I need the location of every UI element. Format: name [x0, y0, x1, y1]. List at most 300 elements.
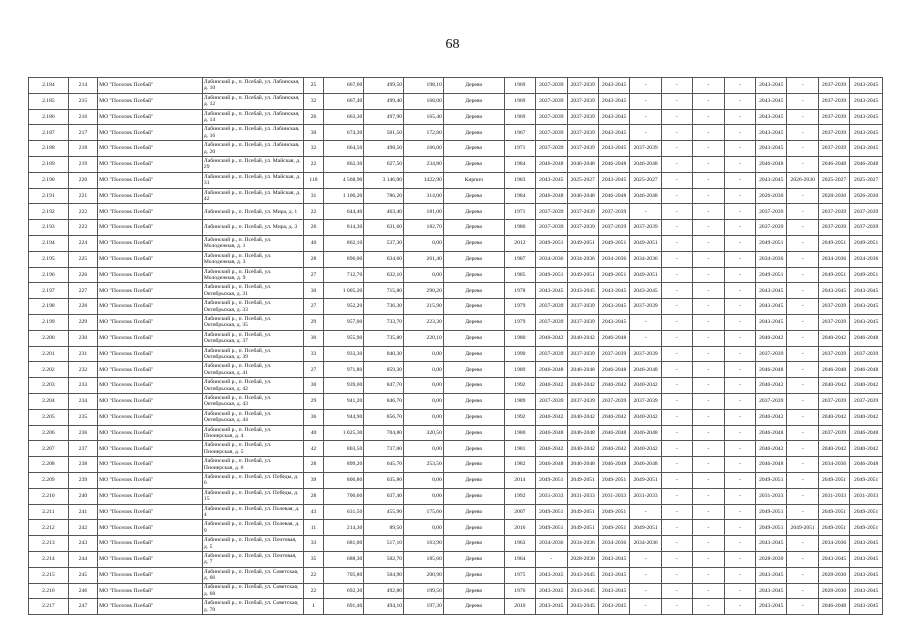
row-number-cell: 2.188 [29, 141, 69, 157]
repair-period-cell: - [693, 536, 724, 552]
living-area-cell: 463,40 [364, 204, 404, 220]
repair-period-cell: - [661, 520, 692, 536]
repair-period-cell: 2037-2039 [818, 93, 849, 109]
repair-period-cell: - [724, 536, 755, 552]
repair-period-cell: 2037-2039 [756, 393, 787, 409]
repair-period-cell: 2037-2039 [818, 204, 849, 220]
address-cell: Лабинский р., п. Псебай, ул. Лабинская, д. 14 [202, 109, 303, 125]
repair-period-cell: 2043-2045 [850, 109, 883, 125]
house-id-cell: 227 [68, 283, 97, 299]
repair-period-cell: 2046-2048 [598, 362, 629, 378]
repair-period-cell: 2043-2045 [850, 141, 883, 157]
repair-period-cell: 2043-2045 [598, 78, 629, 94]
repair-period-cell: 2040-2042 [818, 409, 849, 425]
repair-period-cell: 2049-2051 [818, 520, 849, 536]
repair-period-cell: 2043-2045 [598, 283, 629, 299]
municipality-cell: МО "Поселок Псебай" [98, 125, 203, 141]
living-area-cell: 736,30 [364, 299, 404, 315]
repair-period-cell: 2043-2045 [850, 599, 883, 615]
year-cell: 1971 [504, 204, 535, 220]
repair-period-cell: - [724, 567, 755, 583]
row-number-cell: 2.197 [29, 283, 69, 299]
repair-period-cell: - [661, 583, 692, 599]
repair-period-cell: - [536, 551, 567, 567]
living-area-cell: 504,90 [364, 567, 404, 583]
nonliving-area-cell: 314,00 [404, 188, 444, 204]
wall-material-cell: Дерево [443, 441, 504, 457]
repair-period-cell: - [661, 441, 692, 457]
nonliving-area-cell: 0,00 [404, 409, 444, 425]
repair-period-cell: - [661, 251, 692, 267]
repair-period-cell: 2043-2045 [850, 93, 883, 109]
repair-period-cell: 2043-2045 [756, 125, 787, 141]
living-area-cell: 635,80 [364, 472, 404, 488]
repair-period-cell: - [693, 583, 724, 599]
nonliving-area-cell: 0,00 [404, 267, 444, 283]
repair-period-cell: 2040-2042 [536, 330, 567, 346]
year-cell: 1984 [504, 188, 535, 204]
apartments-cell: 26 [303, 220, 324, 236]
repair-period-cell: 2034-2036 [818, 251, 849, 267]
nonliving-area-cell: 175,60 [404, 504, 444, 520]
municipality-cell: МО "Поселок Псебай" [98, 299, 203, 315]
house-id-cell: 247 [68, 599, 97, 615]
repair-period-cell: 2049-2051 [567, 235, 598, 251]
municipality-cell: МО "Поселок Псебай" [98, 536, 203, 552]
row-number-cell: 2.191 [29, 188, 69, 204]
table-row [29, 299, 883, 315]
repair-period-cell: 2025-2027 [630, 172, 661, 188]
apartments-cell: 22 [303, 204, 324, 220]
apartments-cell: 27 [303, 267, 324, 283]
house-id-cell: 245 [68, 567, 97, 583]
total-area-cell: 663,30 [324, 109, 364, 125]
repair-period-cell: 2046-2048 [850, 156, 883, 172]
apartments-cell: 22 [303, 583, 324, 599]
wall-material-cell: Дерево [443, 472, 504, 488]
repair-period-cell: 2043-2045 [567, 567, 598, 583]
house-id-cell: 231 [68, 346, 97, 362]
repair-period-cell: 2043-2045 [756, 314, 787, 330]
repair-period-cell: - [787, 536, 818, 552]
repair-period-cell: 2040-2042 [536, 378, 567, 394]
repair-period-cell: - [693, 346, 724, 362]
repair-period-cell: 2040-2042 [598, 441, 629, 457]
address-cell: Лабинский р., п. Псебай, ул. Октябрьская, д. 44 [202, 409, 303, 425]
municipality-cell: МО "Поселок Псебай" [98, 457, 203, 473]
year-cell: 1986 [504, 220, 535, 236]
house-id-cell: 221 [68, 188, 97, 204]
repair-period-cell: - [661, 93, 692, 109]
address-cell: Лабинский р., п. Псебай, ул. Победы, д. 15 [202, 488, 303, 504]
total-area-cell: 4 568,90 [324, 172, 364, 188]
apartments-cell: 33 [303, 346, 324, 362]
living-area-cell: 3 146,00 [364, 172, 404, 188]
repair-period-cell: 2043-2045 [536, 599, 567, 615]
house-id-cell: 229 [68, 314, 97, 330]
repair-period-cell: - [693, 425, 724, 441]
repair-period-cell: - [724, 472, 755, 488]
repair-period-cell: - [693, 551, 724, 567]
repair-period-cell: - [787, 362, 818, 378]
nonliving-area-cell: 166,00 [404, 141, 444, 157]
year-cell: 1989 [504, 393, 535, 409]
wall-material-cell: Дерево [443, 141, 504, 157]
repair-period-cell: - [661, 425, 692, 441]
address-cell: Лабинский р., п. Псебай, ул. Мира, д. 3 [202, 220, 303, 236]
wall-material-cell: Дерево [443, 457, 504, 473]
year-cell: 1975 [504, 567, 535, 583]
repair-period-cell: 2037-2039 [536, 314, 567, 330]
house-id-cell: 224 [68, 235, 97, 251]
row-number-cell: 2.200 [29, 330, 69, 346]
repair-period-cell: - [724, 314, 755, 330]
repair-period-cell: 2046-2048 [536, 362, 567, 378]
repair-period-cell: 2037-2039 [567, 93, 598, 109]
address-cell: Лабинский р., п. Псебай, ул. Октябрьская, д. 31 [202, 283, 303, 299]
table-row [29, 378, 883, 394]
repair-period-cell: 2046-2048 [536, 425, 567, 441]
repair-period-cell: 2034-2036 [598, 251, 629, 267]
repair-period-cell: - [693, 299, 724, 315]
repair-period-cell: - [787, 583, 818, 599]
repair-period-cell: 2037-2039 [598, 220, 629, 236]
repair-period-cell: 2046-2048 [567, 457, 598, 473]
year-cell: 1976 [504, 583, 535, 599]
nonliving-area-cell: 199,50 [404, 583, 444, 599]
row-number-cell: 2.212 [29, 520, 69, 536]
repair-period-cell: 2040-2042 [598, 409, 629, 425]
nonliving-area-cell: 172,80 [404, 125, 444, 141]
repair-period-cell: 2046-2048 [598, 330, 629, 346]
table-row [29, 472, 883, 488]
repair-period-cell: 2043-2045 [536, 583, 567, 599]
nonliving-area-cell: 198,10 [404, 78, 444, 94]
repair-period-cell: - [630, 314, 661, 330]
repair-period-cell: 2037-2039 [567, 78, 598, 94]
repair-period-cell: 2043-2045 [756, 567, 787, 583]
wall-material-cell: Дерево [443, 599, 504, 615]
repair-period-cell: 2049-2051 [536, 235, 567, 251]
total-area-cell: 957,00 [324, 314, 364, 330]
repair-period-cell: - [787, 267, 818, 283]
page-number: 68 [445, 37, 460, 52]
repair-period-cell: - [787, 235, 818, 251]
year-cell: 2007 [504, 504, 535, 520]
repair-period-cell: 2040-2042 [756, 378, 787, 394]
repair-period-cell: 2049-2051 [567, 520, 598, 536]
repair-period-cell: - [693, 78, 724, 94]
repair-period-cell: 2046-2048 [536, 188, 567, 204]
house-id-cell: 235 [68, 409, 97, 425]
house-id-cell: 246 [68, 583, 97, 599]
repair-period-cell: 2043-2045 [598, 583, 629, 599]
table-row [29, 188, 883, 204]
repair-period-cell: 2037-2039 [567, 314, 598, 330]
nonliving-area-cell: 0,00 [404, 393, 444, 409]
municipality-cell: МО "Поселок Псебай" [98, 362, 203, 378]
repair-period-cell: 2040-2042 [756, 409, 787, 425]
repair-period-cell: - [661, 314, 692, 330]
repair-period-cell: - [787, 93, 818, 109]
living-area-cell: 840,30 [364, 346, 404, 362]
repair-period-cell: 2040-2042 [598, 378, 629, 394]
repair-period-cell: 2034-2036 [630, 251, 661, 267]
repair-period-cell: 2043-2045 [756, 599, 787, 615]
municipality-cell: МО "Поселок Псебай" [98, 156, 203, 172]
repair-period-cell: - [693, 378, 724, 394]
house-id-cell: 214 [68, 78, 97, 94]
year-cell: 2014 [504, 472, 535, 488]
row-number-cell: 2.184 [29, 78, 69, 94]
repair-period-cell: 2031-2033 [818, 488, 849, 504]
apartments-cell: 11 [303, 520, 324, 536]
repair-period-cell: - [724, 299, 755, 315]
repair-period-cell: 2043-2045 [756, 283, 787, 299]
house-id-cell: 218 [68, 141, 97, 157]
repair-period-cell: - [787, 141, 818, 157]
table-row [29, 172, 883, 188]
wall-material-cell: Дерево [443, 156, 504, 172]
row-number-cell: 2.210 [29, 488, 69, 504]
repair-period-cell: 2040-2042 [756, 441, 787, 457]
repair-period-cell: - [693, 520, 724, 536]
year-cell: 1980 [504, 330, 535, 346]
repair-period-cell: 2043-2045 [818, 551, 849, 567]
address-cell: Лабинский р., п. Псебай, ул. Советская, д. 66 [202, 567, 303, 583]
repair-period-cell: 2040-2042 [756, 330, 787, 346]
living-area-cell: 501,50 [364, 125, 404, 141]
repair-period-cell: - [693, 330, 724, 346]
municipality-cell: МО "Поселок Псебай" [98, 251, 203, 267]
apartments-cell: 31 [303, 188, 324, 204]
repair-period-cell: - [724, 109, 755, 125]
repair-period-cell: - [630, 583, 661, 599]
repair-period-cell: 2046-2048 [818, 599, 849, 615]
row-number-cell: 2.196 [29, 267, 69, 283]
repair-period-cell: 2046-2048 [756, 457, 787, 473]
repair-period-cell: 2037-2039 [756, 204, 787, 220]
repair-period-cell: 2043-2045 [756, 172, 787, 188]
apartments-cell: 1 [303, 599, 324, 615]
nonliving-area-cell: 0,00 [404, 378, 444, 394]
repair-period-cell: 2046-2048 [630, 188, 661, 204]
repair-period-cell: 2026-2030 [756, 188, 787, 204]
repair-period-cell: 2046-2048 [630, 425, 661, 441]
repair-period-cell: 2043-2045 [850, 78, 883, 94]
living-area-cell: 846,70 [364, 393, 404, 409]
repair-period-cell: 2046-2048 [630, 457, 661, 473]
repair-period-cell: 2037-2039 [536, 109, 567, 125]
repair-period-cell: 2046-2048 [850, 362, 883, 378]
repair-period-cell: - [661, 172, 692, 188]
repair-period-cell: 2049-2051 [756, 520, 787, 536]
repair-period-cell: 2046-2048 [598, 156, 629, 172]
row-number-cell: 2.198 [29, 299, 69, 315]
repair-period-cell: - [661, 125, 692, 141]
repair-period-cell: 2037-2039 [850, 220, 883, 236]
address-cell: Лабинский р., п. Псебай, ул. Октябрьская, д. 43 [202, 393, 303, 409]
repair-period-cell: - [630, 125, 661, 141]
repair-period-cell: 2049-2051 [630, 267, 661, 283]
repair-period-cell: 2049-2051 [850, 504, 883, 520]
municipality-cell: МО "Поселок Псебай" [98, 93, 203, 109]
repair-period-cell: 2040-2042 [536, 441, 567, 457]
total-area-cell: 664,50 [324, 141, 364, 157]
repair-period-cell: 2049-2051 [850, 520, 883, 536]
row-number-cell: 2.190 [29, 172, 69, 188]
house-id-cell: 234 [68, 393, 97, 409]
repair-period-cell: 2040-2042 [850, 409, 883, 425]
repair-period-cell: - [787, 78, 818, 94]
address-cell: Лабинский р., п. Псебай, ул. Майская, д. 42 [202, 188, 303, 204]
total-area-cell: 712,70 [324, 267, 364, 283]
municipality-cell: МО "Поселок Псебай" [98, 172, 203, 188]
repair-period-cell: - [724, 378, 755, 394]
repair-period-cell: - [787, 330, 818, 346]
year-cell: 1969 [504, 109, 535, 125]
repair-period-cell: 2037-2039 [818, 314, 849, 330]
repair-period-cell: 2031-2033 [567, 488, 598, 504]
repair-period-cell: 2046-2048 [850, 330, 883, 346]
nonliving-area-cell: 215,90 [404, 299, 444, 315]
repair-period-cell: 2046-2048 [567, 362, 598, 378]
address-cell: Лабинский р., п. Псебай, ул. Октябрьская, д. 41 [202, 362, 303, 378]
repair-period-cell: - [787, 378, 818, 394]
address-cell: Лабинский р., п. Псебай, ул. Октябрьская, д. 35 [202, 314, 303, 330]
municipality-cell: МО "Поселок Псебай" [98, 488, 203, 504]
repair-period-cell: 2037-2039 [536, 78, 567, 94]
row-number-cell: 2.185 [29, 93, 69, 109]
house-id-cell: 232 [68, 362, 97, 378]
nonliving-area-cell: 181,00 [404, 204, 444, 220]
house-id-cell: 236 [68, 425, 97, 441]
table-row [29, 93, 883, 109]
house-id-cell: 244 [68, 551, 97, 567]
repair-period-cell: 2046-2048 [598, 188, 629, 204]
wall-material-cell: Дерево [443, 409, 504, 425]
house-id-cell: 215 [68, 93, 97, 109]
nonliving-area-cell: 0,00 [404, 520, 444, 536]
repair-period-cell: - [630, 504, 661, 520]
repair-period-cell: 2037-2039 [630, 220, 661, 236]
table-row [29, 425, 883, 441]
total-area-cell: 944,90 [324, 409, 364, 425]
row-number-cell: 2.189 [29, 156, 69, 172]
living-area-cell: 627,50 [364, 156, 404, 172]
apartments-cell: 30 [303, 283, 324, 299]
repair-period-cell: - [693, 251, 724, 267]
repair-period-cell: 2037-2039 [536, 125, 567, 141]
apartments-cell: 29 [303, 393, 324, 409]
repair-period-cell: - [661, 567, 692, 583]
wall-material-cell: Дерево [443, 251, 504, 267]
house-id-cell: 226 [68, 267, 97, 283]
repair-period-cell: - [787, 393, 818, 409]
wall-material-cell: Дерево [443, 314, 504, 330]
nonliving-area-cell: 168,00 [404, 93, 444, 109]
repair-period-cell: 2037-2039 [818, 346, 849, 362]
total-area-cell: 691,40 [324, 599, 364, 615]
row-number-cell: 2.193 [29, 220, 69, 236]
house-id-cell: 219 [68, 156, 97, 172]
repair-period-cell: 2037-2039 [756, 346, 787, 362]
municipality-cell: МО "Поселок Псебай" [98, 220, 203, 236]
living-area-cell: 856,70 [364, 409, 404, 425]
repair-period-cell: - [787, 251, 818, 267]
repair-period-cell: - [661, 488, 692, 504]
total-area-cell: 896,00 [324, 251, 364, 267]
repair-period-cell: 2043-2045 [598, 109, 629, 125]
repair-period-cell: 2040-2042 [630, 409, 661, 425]
wall-material-cell: Дерево [443, 93, 504, 109]
repair-period-cell: - [661, 362, 692, 378]
year-cell: 1992 [504, 409, 535, 425]
repair-period-cell: 2028-2030 [567, 551, 598, 567]
table-row [29, 551, 883, 567]
repair-period-cell: - [724, 330, 755, 346]
repair-period-cell: 2046-2048 [567, 425, 598, 441]
repair-period-cell: - [724, 283, 755, 299]
repair-period-cell: - [724, 409, 755, 425]
year-cell: 1969 [504, 78, 535, 94]
repair-period-cell: 2043-2045 [598, 599, 629, 615]
total-area-cell: 644,40 [324, 204, 364, 220]
repair-period-cell: 2049-2051 [536, 504, 567, 520]
repair-period-cell: 2040-2042 [818, 330, 849, 346]
repair-period-cell: 2046-2048 [598, 457, 629, 473]
repair-period-cell: 2040-2042 [818, 441, 849, 457]
repair-period-cell: - [693, 204, 724, 220]
repair-period-cell: - [693, 220, 724, 236]
nonliving-area-cell: 253,50 [404, 457, 444, 473]
repair-period-cell: 2043-2045 [567, 583, 598, 599]
address-cell: Лабинский р., п. Псебай, ул. Мира, д. 1 [202, 204, 303, 220]
repair-period-cell: 2037-2039 [818, 220, 849, 236]
repair-period-cell: 2025-2027 [850, 172, 883, 188]
row-number-cell: 2.202 [29, 362, 69, 378]
municipality-cell: МО "Поселок Псебай" [98, 204, 203, 220]
repair-period-cell: 2037-2039 [567, 204, 598, 220]
table-row [29, 567, 883, 583]
address-cell: Лабинский р., п. Псебай, ул. Лабинская, д. 20 [202, 141, 303, 157]
repair-period-cell: - [724, 362, 755, 378]
year-cell: 1981 [504, 441, 535, 457]
repair-period-cell: - [661, 536, 692, 552]
repair-period-cell: - [693, 314, 724, 330]
repair-period-cell: - [787, 220, 818, 236]
wall-material-cell: Дерево [443, 188, 504, 204]
repair-period-cell: 2040-2042 [850, 378, 883, 394]
table-row [29, 220, 883, 236]
address-cell: Лабинский р., п. Псебай, ул. Октябрьская, д. 42 [202, 378, 303, 394]
table-row [29, 156, 883, 172]
house-id-cell: 241 [68, 504, 97, 520]
address-cell: Лабинский р., п. Псебай, ул. Полевая, д. 4 [202, 504, 303, 520]
repair-period-cell: - [693, 409, 724, 425]
table-row [29, 283, 883, 299]
repair-period-cell: - [787, 314, 818, 330]
total-area-cell: 939,00 [324, 378, 364, 394]
nonliving-area-cell: 165,40 [404, 109, 444, 125]
repair-period-cell: - [693, 188, 724, 204]
repair-period-cell: 2049-2051 [630, 235, 661, 251]
repair-period-cell: - [724, 235, 755, 251]
repair-period-cell: 2046-2048 [756, 362, 787, 378]
repair-period-cell: 2037-2039 [818, 425, 849, 441]
apartments-cell: 27 [303, 362, 324, 378]
total-area-cell: 631,50 [324, 504, 364, 520]
